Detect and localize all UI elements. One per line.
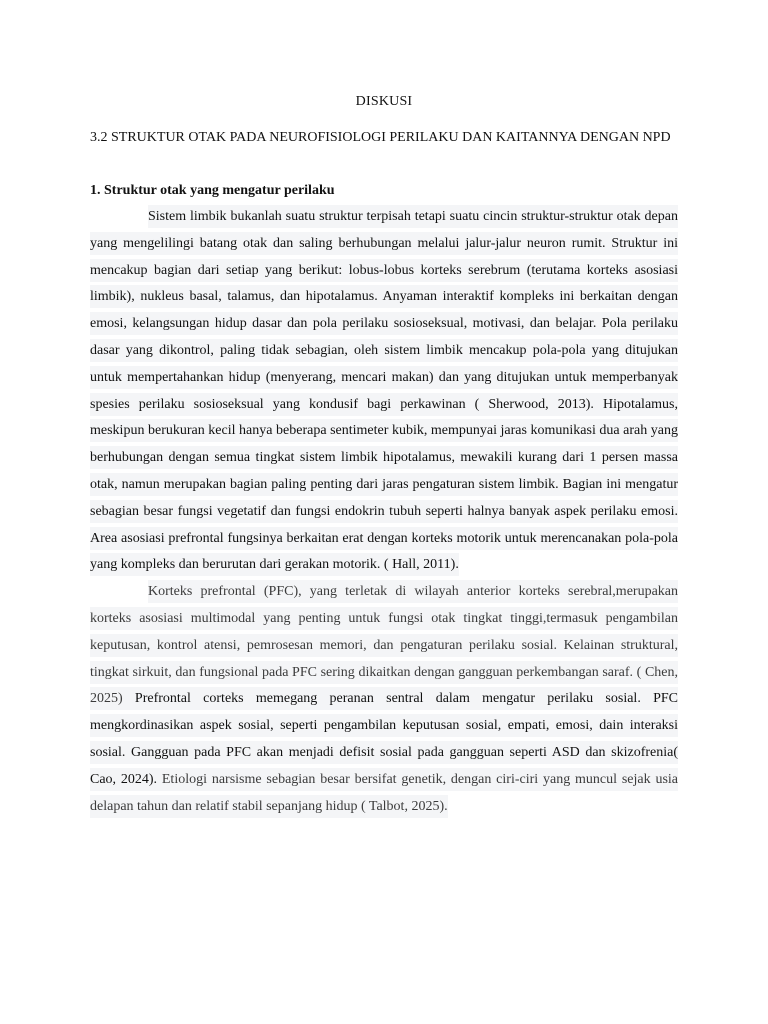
paragraph-2-text-c: Etiologi narsisme sebagian besar bersifat genetik, dengan ciri-ciri yang muncul sejak usia delapan tahun dan relatif stabil sepanjang hidup ( Talbot, 2025). (90, 768, 678, 818)
paragraph-1 (90, 204, 678, 579)
section-title: 3.2 STRUKTUR OTAK PADA NEUROFISIOLOGI PERILAKU DAN KAITANNYA DENGAN NPD (90, 130, 671, 145)
paragraph-2-text-b: Prefrontal corteks memegang peranan sentral dalam mengatur perilaku sosial. PFC mengkordinasikan aspek sosial, seperti pengambilan keputusan sosial, empati, emosi, dain interaksi sosial. Gangguan pada PFC akan menjadi defisit sosial pada gangguan seperti ASD dan skizofrenia( Cao, 2024). (90, 687, 678, 790)
paragraph-1-text: Sistem limbik bukanlah suatu struktur terpisah tetapi suatu cincin struktur-struktur otak depan yang mengelilingi batang otak dan saling berhubungan melalui jalur-jalur neuron rumit. Struktur ini mencakup bagian dari setiap yang berikut: lobus-lobus korteks serebrum (terutama korteks asosiasi limbik), nukleus basal, talamus, dan hipotalamus. Anyaman interaktif kompleks ini berkaitan dengan emosi, kelangsungan hidup dasar dan pola perilaku sosioseksual, motivasi, dan belajar. Pola perilaku dasar yang dikontrol, paling tidak sebagian, oleh sistem limbik mencakup pola-pola yang ditujukan untuk mempertahankan hidup (menyerang, mencari makan) dan yang ditujukan untuk memperbanyak spesies perilaku sosioseksual yang kondusif bagi perkawinan ( Sherwood, 2013). Hipotalamus, meskipun berukuran kecil hanya beberapa sentimeter kubik, mempunyai jaras komunikasi dua arah yang berhubungan dengan semua tingkat sistem limbik hipotalamus, mewakili kurang dari 1 persen massa otak, namun merupakan bagian paling penting dari jaras pengaturan sistem limbik. Bagian ini mengatur sebagian besar fungsi vegetatif dan fungsi endokrin tubuh seperti halnya banyak aspek perilaku emosi. Area asosiasi prefrontal fungsinya berkaitan erat dengan korteks motorik untuk merencanakan pola-pola yang kompleks dan berurutan dari gerakan motorik. ( Hall, 2011). (90, 205, 678, 576)
document-heading: DISKUSI (355, 94, 413, 109)
body-text (90, 204, 678, 820)
paragraph-2-text-a: Korteks prefrontal (PFC), yang terletak di wilayah anterior korteks serebral,merupakan korteks asosiasi multimodal yang penting untuk fungsi otak tingkat tinggi,termasuk pengambilan keputusan, kontrol atensi, pemrosesan memori, dan pengaturan perilaku sosial. Kelainan struktural, tingkat sirkuit, dan fungsional pada PFC sering dikaitkan dengan gangguan perkembangan saraf. ( Chen, 2025) (90, 580, 678, 710)
paragraph-2 (90, 579, 678, 820)
subsection-title: 1. Struktur otak yang mengatur perilaku (90, 183, 335, 198)
